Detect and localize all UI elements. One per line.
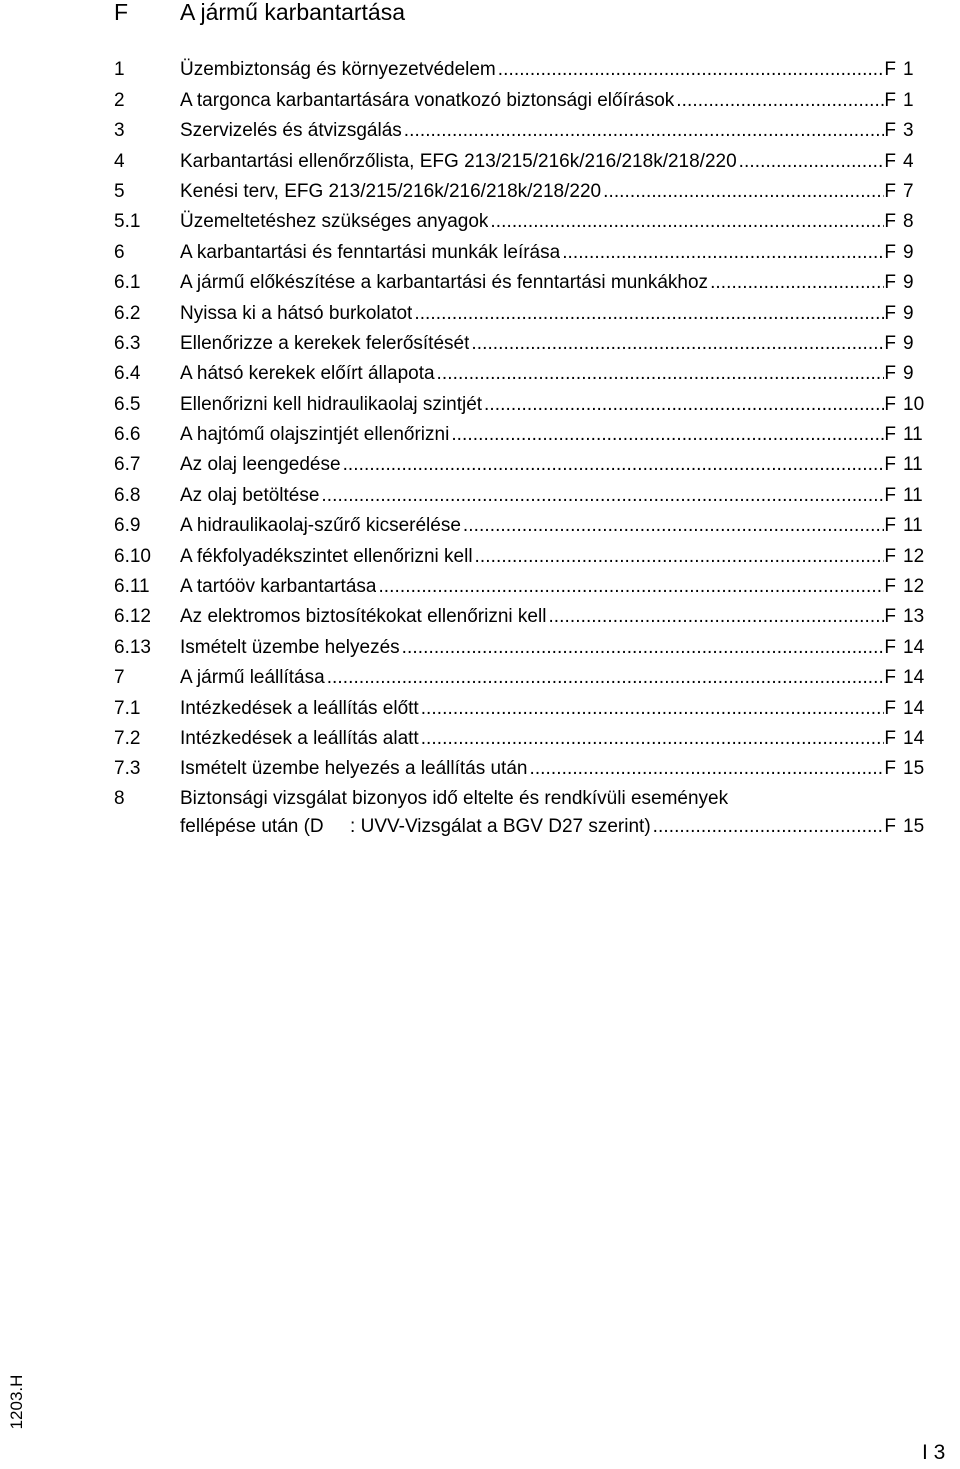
document-code-text: 1203.H: [7, 1374, 26, 1430]
document-code: [3, 1362, 31, 1442]
toc-entry-title: Ellenőrizni kell hidraulikaolaj szintjét: [180, 393, 483, 415]
toc-entry-title: A fékfolyadékszintet ellenőrizni kell: [180, 545, 473, 567]
toc-entry-number: 6.2: [114, 302, 141, 324]
toc-entry-page-prefix: F: [884, 606, 896, 628]
toc-entry-page-prefix: F: [884, 667, 896, 689]
toc-entry-number: 6.9: [114, 515, 141, 537]
toc-entry[interactable]: [114, 602, 930, 632]
toc-entry-page-prefix: F: [884, 393, 896, 415]
toc-entry-page-prefix: F: [884, 272, 896, 294]
toc-entry[interactable]: [114, 450, 930, 480]
toc-entry-title: A hátsó kerekek előírt állapota: [180, 363, 435, 385]
toc-entry[interactable]: [114, 389, 930, 419]
toc-entry[interactable]: [114, 693, 930, 723]
toc-dot-leader: [412, 299, 884, 329]
toc-entry-number: 6.7: [114, 454, 141, 476]
toc-entry-number: 6.6: [114, 424, 141, 446]
toc-entry-page: 1: [903, 89, 914, 111]
toc-dot-leader: [560, 238, 884, 268]
toc-entry[interactable]: [114, 177, 930, 207]
toc-entry-page-prefix: F: [884, 211, 896, 233]
toc-dot-leader: [482, 390, 884, 420]
toc-entry[interactable]: [114, 85, 930, 115]
toc-entry[interactable]: [114, 55, 930, 85]
toc-entry-page: 9: [903, 241, 914, 263]
toc-entry[interactable]: [114, 754, 930, 784]
toc-entry-page-prefix: F: [884, 302, 896, 324]
toc-dot-leader: [674, 86, 884, 116]
toc-entry-page: 9: [903, 363, 914, 385]
toc-dot-leader: [419, 724, 885, 754]
toc-dot-leader: [449, 420, 884, 450]
toc-entry-number: 1: [114, 59, 125, 81]
toc-entry-number: 6.13: [114, 636, 151, 658]
chapter-header: [0, 0, 960, 30]
toc-entry-page: 7: [903, 180, 914, 202]
toc-dot-leader: [376, 572, 884, 602]
toc-dot-leader: [435, 359, 885, 389]
toc-entry[interactable]: [114, 572, 930, 602]
toc-entry-title: A tartóöv karbantartása: [180, 576, 377, 598]
toc-entry[interactable]: [114, 237, 930, 267]
toc-entry-title: A hidraulikaolaj-szűrő kicserélése: [180, 515, 461, 537]
toc-dot-leader: [496, 55, 885, 85]
toc-entry-number: 6.1: [114, 272, 141, 294]
chapter-title: A jármű karbantartása: [180, 0, 406, 25]
toc-entry-title: Az elektromos biztosítékokat ellenőrizni kell: [180, 606, 547, 628]
toc-entry-page-prefix: F: [884, 727, 896, 749]
toc-entry-title: A jármű előkészítése a karbantartási és fenntartási munkákhoz: [180, 272, 709, 294]
toc-entry-number: 6: [114, 241, 125, 263]
toc-entry-page: 1: [903, 59, 914, 81]
toc-entry-page-prefix: F: [884, 241, 896, 263]
toc-entry-page: 14: [903, 727, 925, 749]
toc-entry-number: 6.8: [114, 484, 141, 506]
toc-entry-title: Intézkedések a leállítás alatt: [180, 727, 419, 749]
toc-entry-number: 7: [114, 667, 125, 689]
toc-entry-title-continued: fellépése után (D : UVV-Vizsgálat a BGV D27 szerint): [180, 816, 651, 838]
toc-entry-page: 11: [903, 484, 923, 506]
toc-entry-title: A jármű leállítása: [180, 667, 325, 689]
toc-entry-title: Szervizelés és átvizsgálás: [180, 120, 402, 142]
toc-entry-page-prefix: F: [884, 816, 896, 838]
toc-dot-leader: [400, 633, 885, 663]
toc-entry-number: 6.11: [114, 576, 150, 598]
toc-entry-page: 3: [903, 120, 914, 142]
toc-entry-page: 14: [903, 697, 925, 719]
toc-entry[interactable]: [114, 116, 930, 146]
toc-entry-page-prefix: F: [884, 363, 896, 385]
toc-entry-number: 8: [114, 788, 125, 810]
toc-dot-leader: [325, 663, 885, 693]
toc-dot-leader: [402, 116, 885, 146]
toc-entry-page: 12: [903, 576, 925, 598]
toc-entry-page-prefix: F: [884, 515, 896, 537]
toc-entry-title: A targonca karbantartására vonatkozó biztonsági előírások: [180, 89, 675, 111]
toc-entry-page: 12: [903, 545, 925, 567]
toc-dot-leader: [488, 207, 884, 237]
toc-dot-leader: [601, 177, 884, 207]
toc-entry-number: 7.3: [114, 758, 141, 780]
toc-entry-page-prefix: F: [884, 454, 896, 476]
toc-entry-title: Intézkedések a leállítás előtt: [180, 697, 419, 719]
toc-entry-title: Az olaj leengedése: [180, 454, 341, 476]
toc-entry[interactable]: [114, 784, 930, 842]
toc-dot-leader: [419, 694, 885, 724]
toc-entry-page: 11: [903, 515, 923, 537]
toc-entry-title: Biztonsági vizsgálat bizonyos idő eltelte és rendkívüli események: [180, 788, 729, 810]
toc-entry-page: 14: [903, 636, 925, 658]
toc-entry-number: 7.2: [114, 727, 141, 749]
toc-dot-leader: [461, 511, 884, 541]
toc-entry-number: 5: [114, 180, 125, 202]
table-of-contents: [114, 55, 930, 842]
toc-entry-number: 2: [114, 89, 125, 111]
toc-entry-page: 15: [903, 816, 925, 838]
toc-entry-number: 7.1: [114, 697, 141, 719]
toc-entry-title: A karbantartási és fenntartási munkák leírása: [180, 241, 561, 263]
toc-entry-page: 9: [903, 332, 914, 354]
toc-dot-leader: [737, 147, 885, 177]
toc-entry-number: 4: [114, 150, 125, 172]
toc-entry-page-prefix: F: [884, 59, 896, 81]
toc-entry-title: Ismételt üzembe helyezés: [180, 636, 400, 658]
toc-dot-leader: [651, 812, 885, 842]
toc-entry-page-prefix: F: [884, 424, 896, 446]
toc-entry-page: 11: [903, 424, 923, 446]
toc-entry-page: 9: [903, 302, 914, 324]
toc-entry-page: 8: [903, 211, 914, 233]
toc-dot-leader: [708, 268, 884, 298]
toc-entry-page-prefix: F: [884, 758, 896, 780]
toc-entry[interactable]: [114, 359, 930, 389]
toc-dot-leader: [341, 450, 885, 480]
toc-entry[interactable]: [114, 663, 930, 693]
toc-entry[interactable]: [114, 298, 930, 328]
toc-entry[interactable]: [114, 329, 930, 359]
page-number: I 3: [922, 1441, 946, 1464]
toc-entry-page-prefix: F: [884, 636, 896, 658]
toc-entry[interactable]: [114, 724, 930, 754]
toc-entry[interactable]: [114, 146, 930, 176]
toc-entry-number: 6.5: [114, 393, 141, 415]
toc-entry-page: 11: [903, 454, 923, 476]
toc-entry-title: Kenési terv, EFG 213/215/216k/216/218k/218/220: [180, 180, 602, 202]
toc-entry-number: 6.4: [114, 363, 141, 385]
toc-entry-title: Üzemeltetéshez szükséges anyagok: [180, 211, 489, 233]
toc-entry-page-prefix: F: [884, 576, 896, 598]
toc-entry-page-prefix: F: [884, 89, 896, 111]
toc-entry-number: 6.12: [114, 606, 151, 628]
toc-dot-leader: [546, 602, 884, 632]
toc-entry-number: 5.1: [114, 211, 141, 233]
toc-entry[interactable]: [114, 511, 930, 541]
toc-dot-leader: [319, 481, 884, 511]
toc-entry[interactable]: [114, 268, 930, 298]
toc-dot-leader: [473, 542, 885, 572]
toc-entry-page-prefix: F: [884, 150, 896, 172]
toc-entry[interactable]: [114, 420, 930, 450]
toc-entry-page-prefix: F: [884, 484, 896, 506]
chapter-letter: F: [114, 0, 129, 25]
toc-entry-title: Üzembiztonság és környezetvédelem: [180, 59, 496, 81]
toc-entry[interactable]: [114, 632, 930, 662]
toc-entry-page-prefix: F: [884, 180, 896, 202]
toc-entry-title: Az olaj betöltése: [180, 484, 320, 506]
toc-dot-leader: [527, 754, 884, 784]
toc-entry[interactable]: [114, 541, 930, 571]
toc-entry[interactable]: [114, 207, 930, 237]
toc-dot-leader: [469, 329, 884, 359]
toc-entry-number: 6.10: [114, 545, 151, 567]
toc-entry-page-prefix: F: [884, 545, 896, 567]
toc-entry-page-prefix: F: [884, 332, 896, 354]
toc-entry-page: 15: [903, 758, 925, 780]
toc-entry-page: 13: [903, 606, 925, 628]
toc-entry-number: 3: [114, 120, 125, 142]
toc-entry-page-prefix: F: [884, 120, 896, 142]
toc-entry-title: Ellenőrizze a kerekek felerősítését: [180, 332, 470, 354]
toc-entry-title: A hajtómű olajszintjét ellenőrizni: [180, 424, 450, 446]
toc-entry-title: Ismételt üzembe helyezés a leállítás után: [180, 758, 528, 780]
toc-entry[interactable]: [114, 480, 930, 510]
toc-entry-number: 6.3: [114, 332, 141, 354]
toc-entry-page-prefix: F: [884, 697, 896, 719]
toc-entry-title: Nyissa ki a hátsó burkolatot: [180, 302, 413, 324]
toc-entry-page: 10: [903, 393, 925, 415]
toc-entry-title: Karbantartási ellenőrzőlista, EFG 213/215/216k/216/218k/218/220: [180, 150, 737, 172]
toc-entry-page: 14: [903, 667, 925, 689]
toc-entry-page: 4: [903, 150, 914, 172]
toc-entry-page: 9: [903, 272, 914, 294]
